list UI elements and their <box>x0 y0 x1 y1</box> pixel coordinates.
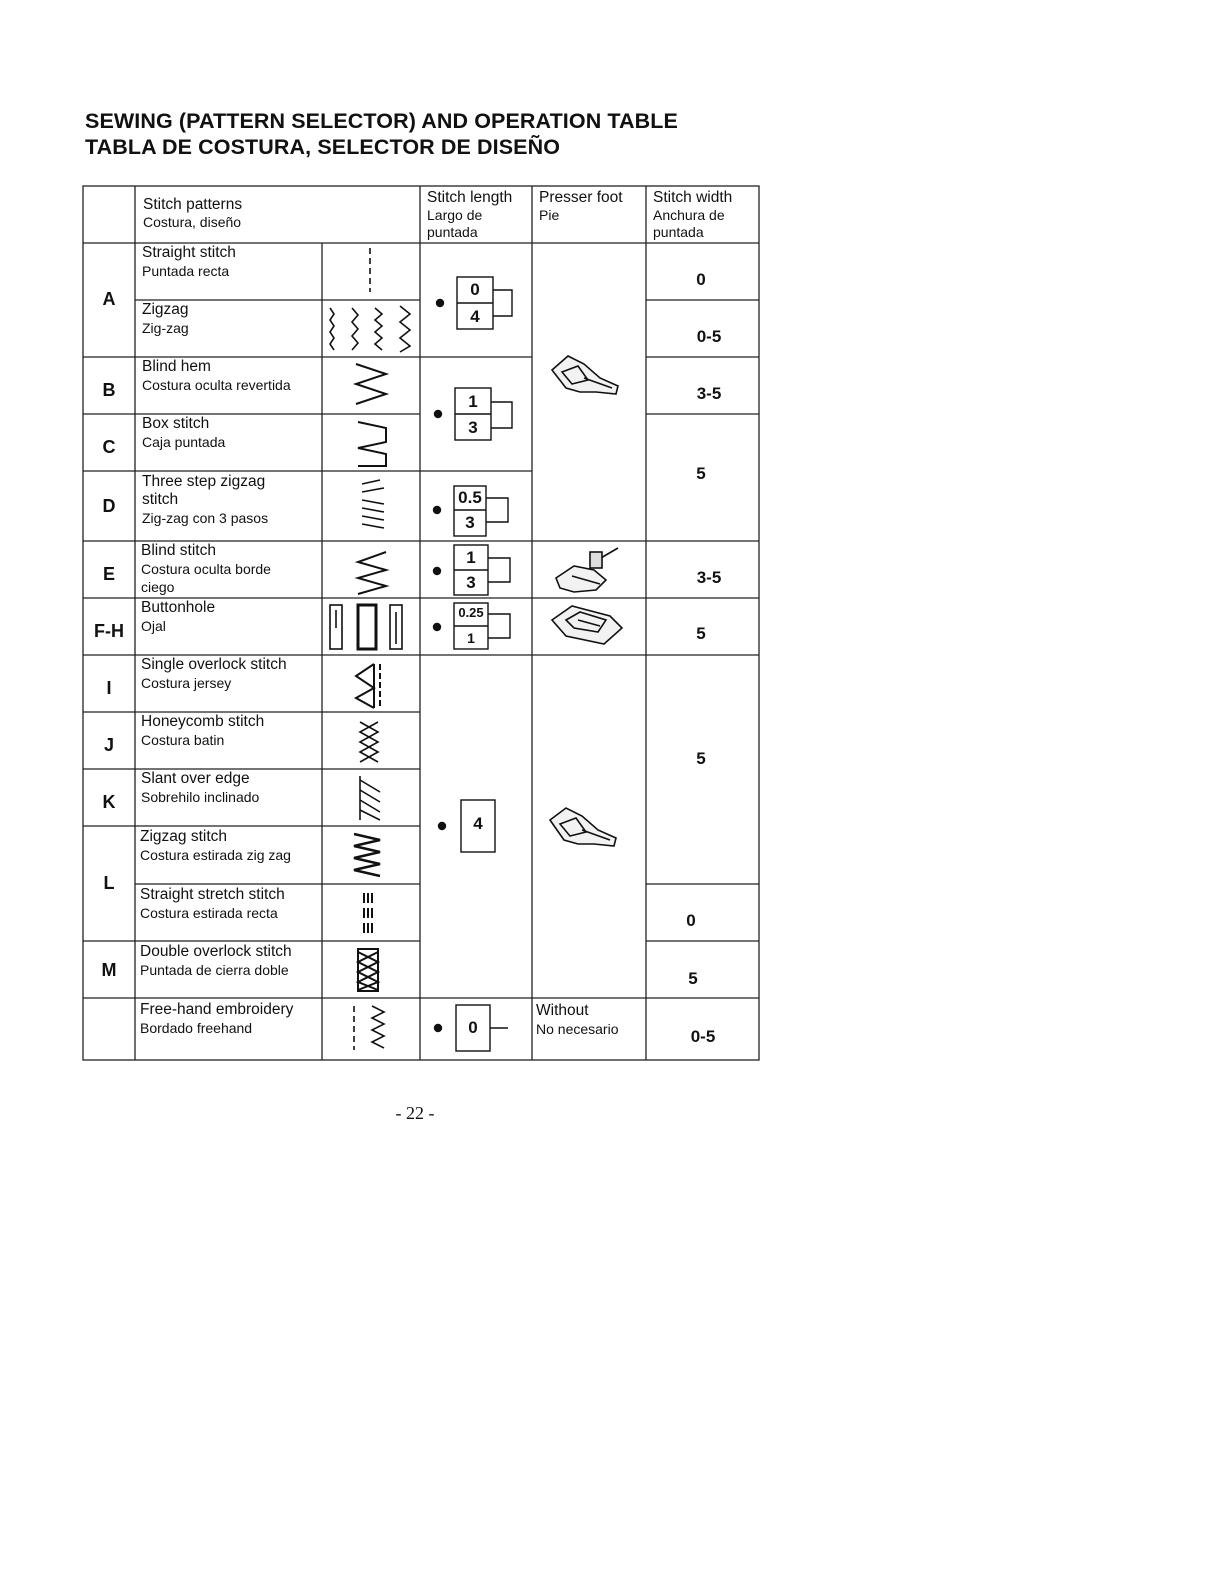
row-es: Puntada de cierra doble <box>140 962 289 978</box>
length-a-bottom: 4 <box>470 307 480 326</box>
row-buttonhole <box>141 599 215 635</box>
header-stitch-patterns <box>143 196 242 231</box>
header-width-es-1: Anchura de <box>653 207 725 223</box>
width-blind-stitch: 3-5 <box>696 568 722 587</box>
zigzag-foot-icon <box>552 356 618 394</box>
width-straight-stretch: 0 <box>686 911 696 930</box>
letter-i: I <box>106 678 112 698</box>
row-zigzag-stitch <box>140 828 291 864</box>
row-en: Slant over edge <box>141 770 250 787</box>
header-length-es-1: Largo de <box>427 207 483 223</box>
length-a-top: 0 <box>470 280 480 299</box>
single-overlock-icon <box>356 664 380 708</box>
row-box-stitch <box>142 415 225 451</box>
page-number: - 22 - <box>395 1103 435 1123</box>
length-e-top: 1 <box>466 548 476 567</box>
header-presser-foot <box>539 189 623 224</box>
row-es-1: Costura oculta borde <box>141 561 271 577</box>
header-stitch-width <box>653 189 732 241</box>
length-bc-top: 1 <box>468 392 478 411</box>
zigzag-foot-icon-2 <box>550 808 616 846</box>
row-es: Costura oculta revertida <box>142 377 291 393</box>
header-width-en: Stitch width <box>653 189 733 206</box>
honeycomb-icon <box>360 722 378 762</box>
buttonhole-foot-icon <box>552 606 622 644</box>
row-en: Blind hem <box>142 358 211 375</box>
letter-d: D <box>102 496 116 516</box>
three-step-zigzag-icon <box>362 480 384 528</box>
width-buttonhole: 5 <box>696 624 706 643</box>
row-honeycomb <box>141 713 264 749</box>
row-es: Costura estirada zig zag <box>140 847 291 863</box>
row-en: Box stitch <box>142 415 210 432</box>
row-en: Zigzag <box>142 301 189 318</box>
row-es-2: ciego <box>141 579 175 595</box>
header-stitch-length <box>427 189 512 241</box>
slant-over-edge-icon <box>360 776 380 820</box>
row-en: Double overlock stitch <box>140 943 292 960</box>
row-blind-stitch <box>141 542 271 596</box>
row-zigzag <box>142 301 189 337</box>
header-length-en: Stitch length <box>427 189 513 206</box>
row-en: Honeycomb stitch <box>141 713 265 730</box>
length-d-top: 0.5 <box>458 488 482 507</box>
letter-k: K <box>102 792 116 812</box>
row-es: Bordado freehand <box>140 1020 253 1036</box>
straight-stretch-icon <box>364 893 372 933</box>
length-bc-bottom: 3 <box>468 418 478 437</box>
length-fh-bottom: 1 <box>467 630 475 646</box>
letter-j: J <box>103 735 114 755</box>
width-cd: 5 <box>696 464 706 483</box>
row-en: Buttonhole <box>141 599 216 616</box>
letter-l: L <box>103 873 115 893</box>
freehand-embroidery-icon <box>354 1006 384 1050</box>
row-en: Blind stitch <box>141 542 216 559</box>
row-en: Single overlock stitch <box>141 656 287 673</box>
row-es: Costura jersey <box>141 675 232 691</box>
letter-fh: F-H <box>94 621 124 641</box>
row-es: Ojal <box>141 618 166 634</box>
row-es: Zig-zag <box>142 320 189 336</box>
row-single-overlock <box>141 656 287 692</box>
buttonhole-icon <box>330 605 402 649</box>
without-es: No necesario <box>536 1021 619 1037</box>
row-es: Sobrehilo inclinado <box>141 789 260 805</box>
row-en: Zigzag stitch <box>140 828 228 845</box>
zigzag-stretch-icon <box>354 834 380 876</box>
length-d-bottom: 3 <box>465 513 475 532</box>
double-overlock-icon <box>358 949 378 991</box>
title-line-1: SEWING (PATTERN SELECTOR) AND OPERATION TABLE <box>85 109 678 133</box>
row-slant-over-edge <box>141 770 259 806</box>
blind-hem-foot-icon <box>556 548 618 592</box>
row-en: Straight stitch <box>142 244 236 261</box>
row-es: Zig-zag con 3 pasos <box>142 510 269 526</box>
width-blind-hem: 3-5 <box>696 384 722 403</box>
row-en-2: stitch <box>142 491 179 508</box>
without-en: Without <box>536 1002 589 1019</box>
width-double-overlock: 5 <box>688 969 698 988</box>
header-foot-es: Pie <box>539 207 560 223</box>
length-im: 4 <box>473 814 483 833</box>
row-en: Straight stretch stitch <box>140 886 285 903</box>
row-straight-stretch <box>140 886 285 922</box>
header-foot-en: Presser foot <box>539 189 623 206</box>
letter-a: A <box>102 289 116 309</box>
row-es: Costura estirada recta <box>140 905 278 921</box>
letter-m: M <box>101 960 117 980</box>
row-three-step-zigzag <box>142 473 268 527</box>
width-freehand: 0-5 <box>690 1027 716 1046</box>
box-stitch-icon <box>358 422 386 466</box>
presser-foot-without <box>536 1002 619 1038</box>
row-es: Costura batin <box>141 732 225 748</box>
row-freehand-embroidery <box>140 1001 293 1037</box>
row-blind-hem <box>142 358 291 394</box>
length-free: 0 <box>468 1018 478 1037</box>
row-es: Caja puntada <box>142 434 226 450</box>
row-en: Free-hand embroidery <box>140 1001 294 1018</box>
title-line-2: TABLA DE COSTURA, SELECTOR DE DISEÑO <box>85 135 561 159</box>
row-double-overlock <box>140 943 292 979</box>
length-e-bottom: 3 <box>466 573 476 592</box>
width-zigzag: 0-5 <box>696 327 722 346</box>
row-es: Puntada recta <box>142 263 230 279</box>
letter-e: E <box>102 564 115 584</box>
width-straight: 0 <box>696 270 706 289</box>
header-patterns-en: Stitch patterns <box>143 196 243 213</box>
length-fh-top: 0.25 <box>458 605 484 620</box>
zigzag-icon <box>330 306 410 352</box>
blind-stitch-icon <box>358 552 386 594</box>
header-patterns-es: Costura, diseño <box>143 214 242 230</box>
letter-c: C <box>102 437 116 457</box>
blind-hem-icon <box>356 364 386 404</box>
letter-b: B <box>102 380 116 400</box>
width-ijkl: 5 <box>696 749 706 768</box>
row-en-1: Three step zigzag <box>142 473 266 490</box>
row-straight-stitch <box>142 244 236 280</box>
header-length-es-2: puntada <box>427 224 478 240</box>
header-width-es-2: puntada <box>653 224 704 240</box>
